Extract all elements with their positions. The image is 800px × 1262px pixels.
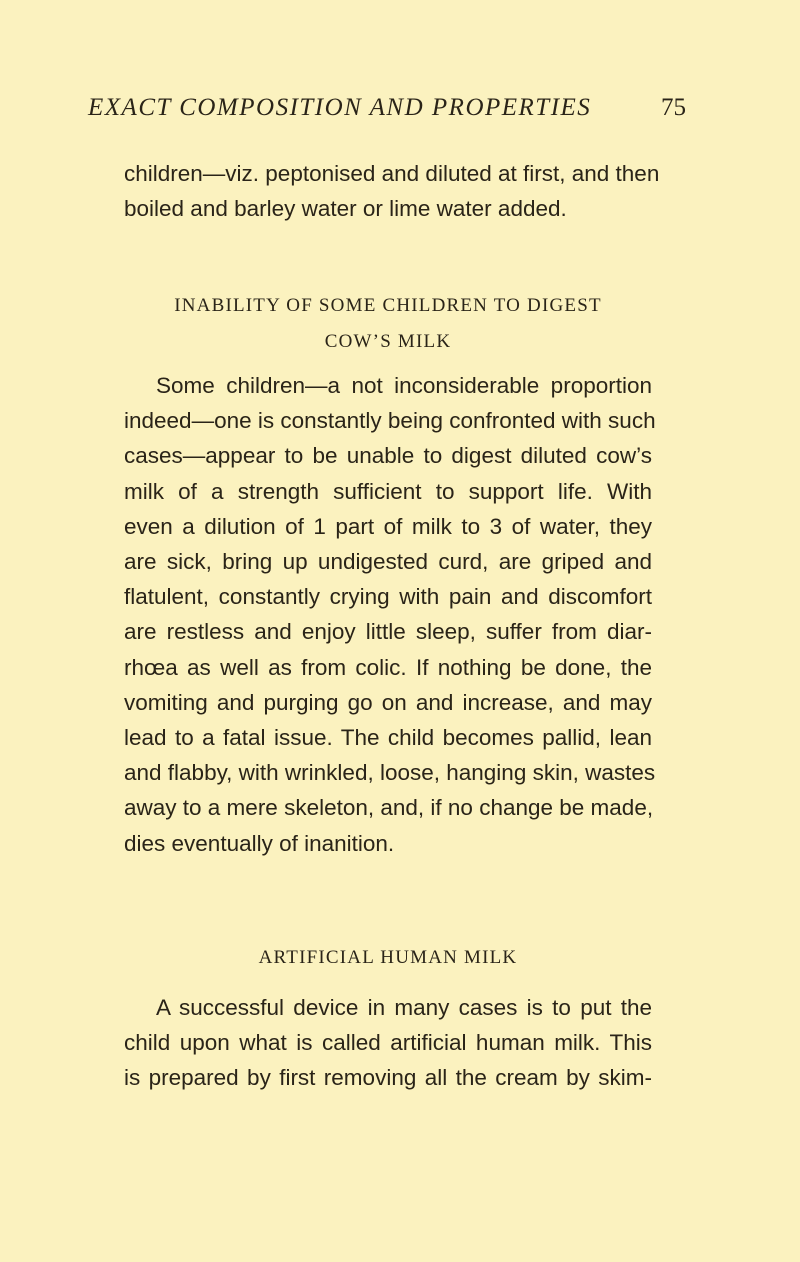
text-line: Some children—a not inconsiderable proportion — [156, 373, 652, 398]
heading-line: INABILITY OF SOME CHILDREN TO DIGEST — [174, 295, 602, 316]
text-line: child upon what is called artificial human milk. This — [124, 1030, 652, 1056]
text-line: are restless and enjoy little sleep, suffer from diar- — [124, 619, 652, 645]
text-line: are sick, bring up undigested curd, are griped and — [124, 549, 652, 575]
text-line: indeed—one is constantly being confronted with such — [124, 408, 656, 434]
text-line: flatulent, constantly crying with pain and discomfort — [124, 584, 652, 610]
text-line: even a dilution of 1 part of milk to 3 of water, they — [124, 513, 652, 539]
page-number: 75 — [661, 94, 686, 121]
paragraph-inability — [124, 368, 656, 861]
section-heading-inability — [124, 288, 652, 360]
text-line: milk of a strength sufficient to support life. With — [124, 478, 652, 504]
text-line: away to a mere skeleton, and, if no change be made, — [124, 795, 654, 821]
text-line: A successful device in many cases is to put the — [156, 995, 652, 1020]
section-heading-artificial-milk — [124, 940, 652, 976]
heading-line: COW’S MILK — [324, 331, 452, 352]
text-line: rhœa as well as from colic. If nothing be done, the — [124, 654, 652, 680]
paragraph-artificial-milk — [124, 990, 652, 1096]
running-head — [88, 94, 686, 122]
text-line: is prepared by first removing all the cream by skim- — [124, 1065, 652, 1091]
text-line: cases—appear to be unable to digest diluted cow’s — [124, 443, 652, 469]
text-line: lead to a fatal issue. The child becomes pallid, lean — [124, 725, 652, 751]
text-line: boiled and barley water or lime water added. — [124, 196, 567, 222]
text-line: dies eventually of inanition. — [124, 830, 395, 856]
text-line: and flabby, with wrinkled, loose, hanging skin, wastes — [124, 760, 656, 786]
paragraph-continued — [124, 156, 660, 226]
text-line: vomiting and purging go on and increase, and may — [124, 689, 652, 715]
text-line: children—viz. peptonised and diluted at first, and then — [124, 161, 660, 186]
heading-line: ARTIFICIAL HUMAN MILK — [258, 947, 518, 968]
running-head-title: EXACT COMPOSITION AND PROPERTIES — [88, 94, 592, 121]
